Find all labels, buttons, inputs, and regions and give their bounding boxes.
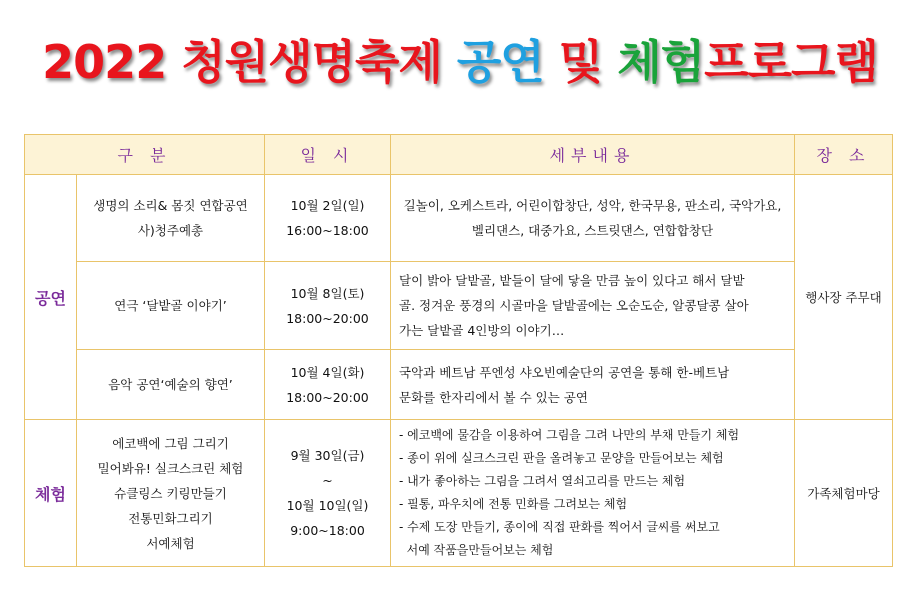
detail-line: 서예 작품을만들어보는 체험 [399, 543, 554, 557]
detail-line: 달이 밝아 달밭골, 밭들이 달에 닿을 만큼 높이 있다고 해서 달밭 [399, 273, 745, 288]
program-line: 음악 공연‘예술의 향연’ [108, 377, 233, 392]
detail-line: - 종이 위에 실크스크린 판을 올려놓고 문양을 만들어보는 체험 [399, 451, 724, 465]
detail-cell [391, 420, 795, 567]
detail-line: - 수제 도장 만들기, 종이에 직접 판화를 찍어서 글씨를 써보고 [399, 520, 720, 534]
date-cell [265, 420, 391, 567]
date-cell [265, 350, 391, 420]
header-date: 일 시 [265, 135, 391, 175]
detail-cell [391, 350, 795, 420]
program-line: 생명의 소리& 몸짓 연합공연 [93, 198, 248, 213]
date-line: 16:00~18:00 [286, 223, 369, 238]
date-line: 9:00~18:00 [290, 523, 365, 538]
table-header-row [25, 135, 893, 175]
detail-cell [391, 175, 795, 262]
program-line: 슈클링스 키링만들기 [114, 485, 227, 501]
date-line: 10월 4일(화) [290, 364, 365, 380]
detail-line: - 내가 좋아하는 그림을 그려서 열쇠고리를 만드는 체험 [399, 474, 686, 488]
program-cell [77, 262, 265, 350]
program-line: 에코백에 그림 그리기 [112, 435, 229, 451]
detail-line: - 필통, 파우치에 전통 민화를 그려보는 체험 [399, 497, 628, 511]
title-part-year-festival: 2022 청원생명축제 [42, 35, 457, 89]
detail-line: - 에코백에 물감을 이용하여 그림을 그려 나만의 부채 만들기 체험 [399, 428, 740, 442]
date-line: ~ [322, 473, 333, 488]
detail-line: 골. 정겨운 풍경의 시골마을 달밭골에는 오순도순, 알콩달콩 살아 [399, 298, 749, 313]
title-part-performance: 공연 [456, 35, 544, 89]
date-line: 9월 30일(금) [290, 448, 365, 463]
program-cell [77, 420, 265, 567]
page-title [0, 26, 920, 92]
title-part-and: 및 [543, 35, 618, 89]
detail-cell [391, 262, 795, 350]
program-line: 밀어봐유! 실크스크린 체험 [97, 460, 244, 476]
program-line: 서예체험 [146, 535, 195, 551]
program-line: 전통민화그리기 [128, 510, 213, 526]
program-table [24, 134, 893, 567]
date-line: 18:00~20:00 [286, 389, 369, 405]
program-line: 연극 ‘달밭골 이야기’ [114, 298, 227, 313]
date-line: 18:00~20:00 [286, 310, 369, 326]
detail-line: 길놀이, 오케스트라, 어린이합창단, 성악, 한국무용, 판소리, 국악가요, [403, 198, 782, 213]
detail-line: 가는 달밭골 4인방의 이야기… [399, 323, 565, 338]
table-row [25, 262, 893, 350]
header-detail: 세부내용 [391, 135, 795, 175]
date-cell [265, 262, 391, 350]
date-cell [265, 175, 391, 262]
header-place: 장 소 [795, 135, 893, 175]
program-cell [77, 350, 265, 420]
detail-line: 벨리댄스, 대중가요, 스트릿댄스, 연합합창단 [471, 223, 714, 238]
title-part-program: 프로그램 [704, 35, 878, 89]
table-row [25, 420, 893, 567]
table-row [25, 175, 893, 262]
header-category: 구 분 [25, 135, 265, 175]
category-experience: 체험 [25, 420, 77, 567]
program-cell [77, 175, 265, 262]
table-row [25, 350, 893, 420]
place-experience: 가족체험마당 [795, 420, 893, 567]
detail-line: 국악과 베트남 푸엔성 샤오빈예술단의 공연을 통해 한-베트남 [399, 364, 730, 380]
detail-line: 문화를 한자리에서 볼 수 있는 공연 [399, 389, 588, 405]
date-line: 10월 2일(일) [290, 198, 365, 213]
date-line: 10월 8일(토) [290, 285, 365, 301]
place-performance: 행사장 주무대 [795, 175, 893, 420]
category-performance: 공연 [25, 175, 77, 420]
program-line: 사)청주예총 [137, 223, 204, 238]
title-part-experience: 체험 [617, 35, 705, 89]
date-line: 10월 10일(일) [286, 498, 369, 513]
